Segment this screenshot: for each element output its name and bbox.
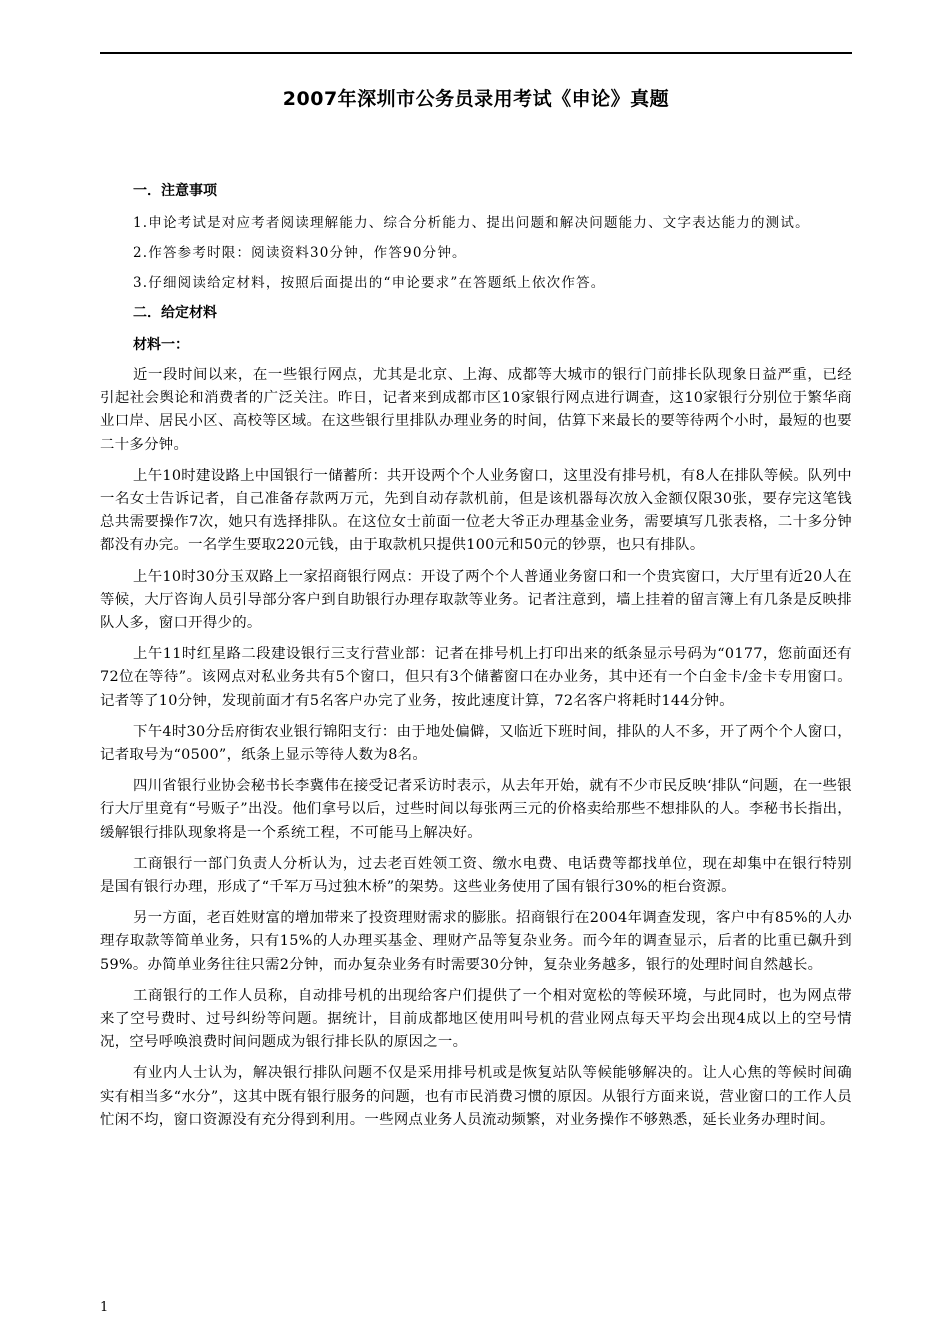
material-paragraph: 上午10时建设路上中国银行一储蓄所：共开设两个个人业务窗口，这里没有排号机，有8人在排队等候。队列中一名女士告诉记者，自己准备存款两万元，先到自动存款机前，但是该机器每次放入金额仅限30张，要存完这笔钱总共需要操作7次，她只有选择排队。在这位女士前面一位老大爷正办理基金业务，需要填写几张表格，二十多分钟都没有办完。一名学生要取220元钱，由于取款机只提供100元和50元的钞票，也只有排队。 xyxy=(100,467,852,554)
document-title: 2007年深圳市公务员录用考试《申论》真题 xyxy=(282,88,670,110)
document-body xyxy=(100,180,852,1140)
section-heading-notices: 一．注意事项 xyxy=(133,183,217,199)
material-paragraph: 工商银行的工作人员称，自动排号机的出现给客户们提供了一个相对宽松的等候环境，与此同时，也为网点带来了空号费时、过号纠纷等问题。据统计，目前成都地区使用叫号机的营业网点每天平均会出现4成以上的空号情况，空号呼唤浪费时间问题成为银行排长队的原因之一。 xyxy=(100,987,852,1051)
material-paragraph: 下午4时30分岳府街农业银行锦阳支行：由于地处偏僻，又临近下班时间，排队的人不多，开了两个个人窗口，记者取号为“0500”，纸条上显示等待人数为8名。 xyxy=(100,723,852,764)
notice-item: 2.作答参考时限：阅读资料30分钟，作答90分钟。 xyxy=(133,245,467,261)
notice-item: 3.仔细阅读给定材料，按照后面提出的“申论要求”在答题纸上依次作答。 xyxy=(133,275,606,291)
material-paragraph: 上午11时红星路二段建设银行三支行营业部：记者在排号机上打印出来的纸条显示号码为“0177，您前面还有72位在等待”。该网点对私业务共有5个窗口，但只有3个储蓄窗口在办业务，其中还有一个白金卡/金卡专用窗口。记者等了10分钟，发现前面才有5名客户办完了业务，按此速度计算，72名客户将耗时144分钟。 xyxy=(100,646,852,709)
material-paragraph: 上午10时30分玉双路上一家招商银行网点：开设了两个个人普通业务窗口和一个贵宾窗口，大厅里有近20人在等候，大厅咨询人员引导部分客户到自助银行办理存取款等业务。记者注意到，墙上挂着的留言簿上有几条是反映排队人多，窗口开得少的。 xyxy=(100,568,852,632)
material-paragraph: 另一方面，老百姓财富的增加带来了投资理财需求的膨胀。招商银行在2004年调查发现，客户中有85%的人办理存取款等简单业务，只有15%的人办理买基金、理财产品等复杂业务。而今年的调查显示，后者的比重已飙升到59%。办简单业务往往只需2分钟，而办复杂业务有时需要30分钟，复杂业务越多，银行的处理时间自然越长。 xyxy=(100,910,852,973)
notice-item: 1.申论考试是对应考者阅读理解能力、综合分析能力、提出问题和解决问题能力、文字表达能力的测试。 xyxy=(133,215,810,231)
section-heading-materials: 二．给定材料 xyxy=(133,305,217,321)
material-paragraph: 四川省银行业协会秘书长李冀伟在接受记者采访时表示，从去年开始，就有不少市民反映‘排队“问题，在一些银行大厅里竟有“号贩子”出没。他们拿号以后，过些时间以每张两三元的价格卖给那些不想排队的人。李秘书长指出，缓解银行排队现象将是一个系统工程，不可能马上解决好。 xyxy=(100,778,852,841)
material-paragraph: 有业内人士认为，解决银行排队问题不仅是采用排号机或是恢复站队等候能够解决的。让人心焦的等候时间确实有相当多“水分”，这其中既有银行服务的问题，也有市民消费习惯的原因。从银行方面来说，营业窗口的工作人员忙闲不均，窗口资源没有充分得到利用。一些网点业务人员流动频繁，对业务操作不够熟悉，延长业务办理时间。 xyxy=(100,1065,852,1128)
material-paragraph: 工商银行一部门负责人分析认为，过去老百姓领工资、缴水电费、电话费等都找单位，现在却集中在银行特别是国有银行办理，形成了“千军万马过独木桥”的架势。这些业务使用了国有银行30%的柜台资源。 xyxy=(100,855,852,896)
header-rule xyxy=(100,52,852,54)
material-label: 材料一： xyxy=(133,337,189,353)
material-paragraph: 近一段时间以来，在一些银行网点，尤其是北京、上海、成都等大城市的银行门前排长队现象日益严重，已经引起社会舆论和消费者的广泛关注。昨日，记者来到成都市区10家银行网点进行调查，这10家银行分别位于繁华商业口岸、居民小区、高校等区域。在这些银行里排队办理业务的时间，估算下来最长的要等待两个小时，最短的也要二十多分钟。 xyxy=(100,367,852,453)
page-number: 1 xyxy=(100,1300,109,1315)
